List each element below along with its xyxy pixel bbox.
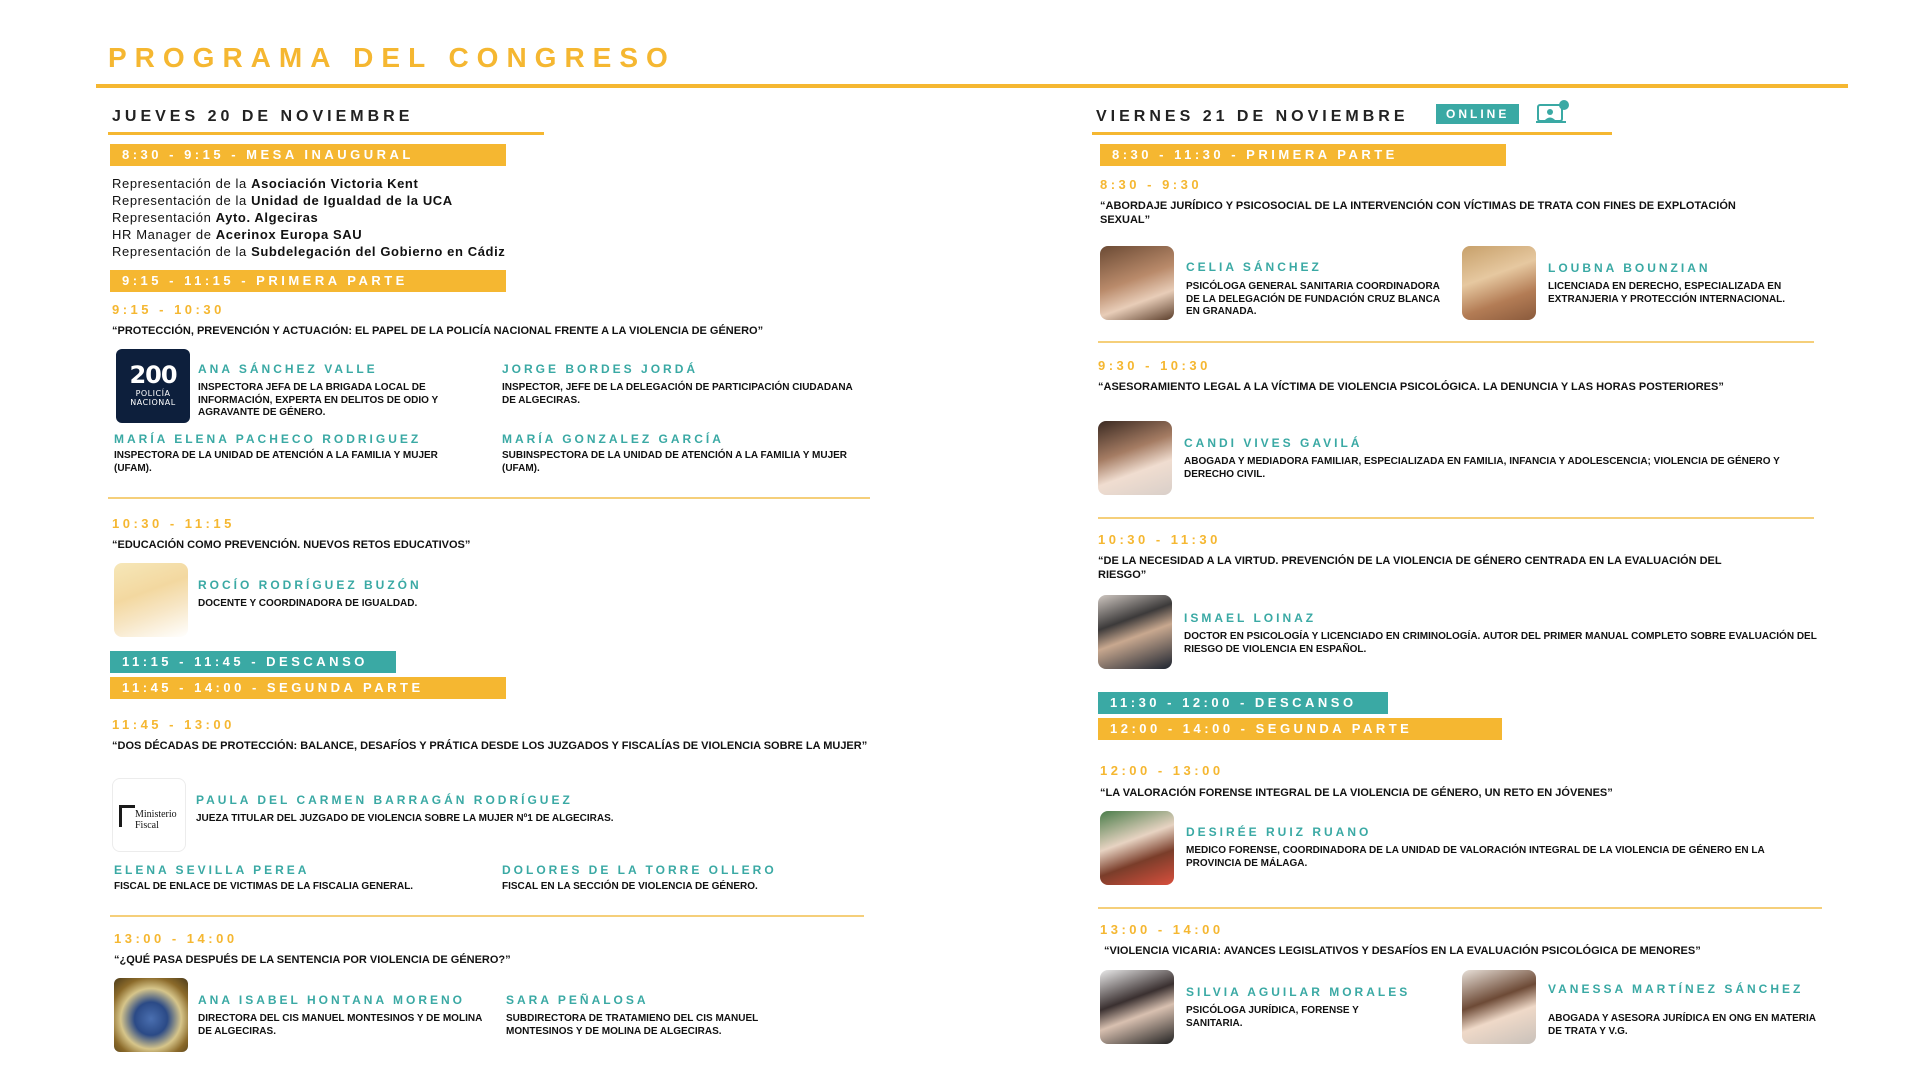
speaker-photo <box>1100 246 1174 320</box>
speaker-name: CANDI VIVES GAVILÁ <box>1184 436 1363 450</box>
session-talk-title: “¿QUÉ PASA DESPUÉS DE LA SENTENCIA POR VIOLENCIA DE GÉNERO?” <box>114 954 511 966</box>
section-divider <box>1098 907 1822 909</box>
page-title: PROGRAMA DEL CONGRESO <box>108 42 676 73</box>
section-divider <box>1098 341 1814 343</box>
speaker-role: PSICÓLOGA JURÍDICA, FORENSE Y SANITARIA. <box>1186 1005 1359 1029</box>
thursday-part1-bar: 9:15 - 11:15 - PRIMERA PARTE <box>110 270 506 292</box>
thursday-break-bar: 11:15 - 11:45 - DESCANSO <box>110 651 396 673</box>
speaker-name: ELENA SEVILLA PEREA <box>114 863 310 877</box>
representation-line: HR Manager de Acerinox Europa SAU <box>112 227 363 242</box>
speaker-role: PSICÓLOGA GENERAL SANITARIA COORDINADORA DE LA DELEGACIÓN DE FUNDACIÓN CRUZ BLANCA EN GRANADA. <box>1186 281 1440 317</box>
title-rule <box>96 84 1848 88</box>
section-divider <box>108 497 870 499</box>
speaker-photo <box>1098 421 1172 495</box>
thursday-part2-bar: 11:45 - 14:00 - SEGUNDA PARTE <box>110 677 506 699</box>
session-talk-title: “LA VALORACIÓN FORENSE INTEGRAL DE LA VIOLENCIA DE GÉNERO, UN RETO EN JÓVENES” <box>1100 787 1613 799</box>
speaker-name: CELIA SÁNCHEZ <box>1186 260 1322 274</box>
coat-of-arms-logo <box>114 978 188 1052</box>
session-talk-title: “PROTECCIÓN, PREVENCIÓN Y ACTUACIÓN: EL PAPEL DE LA POLICÍA NACIONAL FRENTE A LA VIOLENCIA DE GÉNERO” <box>112 325 764 337</box>
speaker-role: DOCENTE Y COORDINADORA DE IGUALDAD. <box>198 598 418 609</box>
speaker-role: ABOGADA Y MEDIADORA FAMILIAR, ESPECIALIZADA EN FAMILIA, INFANCIA Y ADOLESCENCIA; VIOLENCIA DE GÉNERO Y DERECHO CIVIL. <box>1184 456 1780 480</box>
session-time: 8:30 - 9:30 <box>1100 177 1203 192</box>
speaker-name: PAULA DEL CARMEN BARRAGÁN RODRÍGUEZ <box>196 793 573 807</box>
session-talk-title: “VIOLENCIA VICARIA: AVANCES LEGISLATIVOS Y DESAFÍOS EN LA EVALUACIÓN PSICOLÓGICA DE MENORES” <box>1104 945 1701 957</box>
representation-line: Representación de la Subdelegación del Gobierno en Cádiz <box>112 244 506 259</box>
speaker-role: FISCAL DE ENLACE DE VICTIMAS DE LA FISCALIA GENERAL. <box>114 881 414 892</box>
speaker-name: ROCÍO RODRÍGUEZ BUZÓN <box>198 578 422 592</box>
speaker-role: DOCTOR EN PSICOLOGÍA Y LICENCIADO EN CRIMINOLOGÍA. AUTOR DEL PRIMER MANUAL COMPLETO SOBRE EVALUACIÓN DEL RIESGO DE VIOLENCIA EN ESPAÑOL. <box>1184 631 1817 655</box>
online-badge: ONLINE <box>1436 104 1519 124</box>
session-time: 9:15 - 10:30 <box>112 302 225 317</box>
speaker-photo <box>1462 246 1536 320</box>
thursday-day-title: JUEVES 20 DE NOVIEMBRE <box>112 108 414 125</box>
speaker-role: JUEZA TITULAR DEL JUZGADO DE VIOLENCIA SOBRE LA MUJER Nº1 DE ALGECIRAS. <box>196 813 614 824</box>
speaker-role: INSPECTOR, JEFE DE LA DELEGACIÓN DE PARTICIPACIÓN CIUDADANA DE ALGECIRAS. <box>502 382 853 406</box>
speaker-name: ANA ISABEL HONTANA MORENO <box>198 993 465 1007</box>
session-time: 10:30 - 11:30 <box>1098 532 1221 547</box>
speaker-name: MARÍA ELENA PACHECO RODRIGUEZ <box>114 432 422 446</box>
friday-part1-bar: 8:30 - 11:30 - PRIMERA PARTE <box>1100 144 1506 166</box>
speaker-role: DIRECTORA DEL CIS MANUEL MONTESINOS Y DE MOLINA DE ALGECIRAS. <box>198 1013 482 1037</box>
speaker-name: JORGE BORDES JORDÁ <box>502 362 699 376</box>
session-talk-title: “DE LA NECESIDAD A LA VIRTUD. PREVENCIÓN DE LA VIOLENCIA DE GÉNERO CENTRADA EN LA EVALUACIÓN DEL RIESGO” <box>1098 555 1722 581</box>
session-talk-title: “EDUCACIÓN COMO PREVENCIÓN. NUEVOS RETOS EDUCATIVOS” <box>112 539 471 551</box>
speaker-role: SUBDIRECTORA DE TRATAMIENO DEL CIS MANUEL MONTESINOS Y DE MOLINA DE ALGECIRAS. <box>506 1013 759 1037</box>
speaker-role: ABOGADA Y ASESORA JURÍDICA EN ONG EN MATERIA DE TRATA Y V.G. <box>1548 1013 1816 1037</box>
speaker-photo <box>1100 811 1174 885</box>
friday-part2-bar: 12:00 - 14:00 - SEGUNDA PARTE <box>1098 718 1502 740</box>
representation-line: Representación Ayto. Algeciras <box>112 210 319 225</box>
speaker-photo <box>1100 970 1174 1044</box>
session-time: 12:00 - 13:00 <box>1100 763 1224 778</box>
policia-nacional-logo: 200 POLICÍA NACIONAL <box>116 349 190 423</box>
friday-day-rule <box>1092 132 1612 135</box>
speaker-name: DESIRÉE RUIZ RUANO <box>1186 825 1372 839</box>
speaker-role: MEDICO FORENSE, COORDINADORA DE LA UNIDAD DE VALORACIÓN INTEGRAL DE LA VIOLENCIA DE GÉNERO EN LA PROVINCIA DE MÁLAGA. <box>1186 845 1765 869</box>
session-time: 10:30 - 11:15 <box>112 516 235 531</box>
speaker-role: FISCAL EN LA SECCIÓN DE VIOLENCIA DE GÉNERO. <box>502 881 758 892</box>
video-conference-icon <box>1536 99 1570 125</box>
speaker-name: DOLORES DE LA TORRE OLLERO <box>502 863 777 877</box>
speaker-name: ANA SÁNCHEZ VALLE <box>198 362 378 376</box>
section-divider <box>1098 517 1814 519</box>
friday-day-title: VIERNES 21 DE NOVIEMBRE <box>1096 108 1409 125</box>
session-time: 13:00 - 14:00 <box>1100 922 1224 937</box>
session-time: 9:30 - 10:30 <box>1098 358 1211 373</box>
speaker-photo <box>114 563 188 637</box>
speaker-role: SUBINSPECTORA DE LA UNIDAD DE ATENCIÓN A LA FAMILIA Y MUJER (UFAM). <box>502 450 848 474</box>
speaker-name: VANESSA MARTÍNEZ SÁNCHEZ <box>1548 982 1804 996</box>
speaker-role: LICENCIADA EN DERECHO, ESPECIALIZADA EN EXTRANJERIA Y PROTECCIÓN INTERNACIONAL. <box>1548 281 1786 305</box>
speaker-name: SARA PEÑALOSA <box>506 993 649 1007</box>
session-time: 11:45 - 13:00 <box>112 717 235 732</box>
session-talk-title: “DOS DÉCADAS DE PROTECCIÓN: BALANCE, DESAFÍOS Y PRÁTICA DESDE LOS JUZGADOS Y FISCALÍAS DE VIOLENCIA SOBRE LA MUJER” <box>112 740 868 752</box>
representation-line: Representación de la Asociación Victoria Kent <box>112 176 419 191</box>
speaker-role: INSPECTORA JEFA DE LA BRIGADA LOCAL DE INFORMACIÓN, EXPERTA EN DELITOS DE ODIO Y AGRAVANTE DE GÉNERO. <box>198 382 439 418</box>
speaker-name: ISMAEL LOINAZ <box>1184 611 1317 625</box>
inaugural-bar: 8:30 - 9:15 - MESA INAUGURAL <box>110 144 506 166</box>
thursday-day-rule <box>108 132 544 135</box>
session-talk-title: “ASESORAMIENTO LEGAL A LA VÍCTIMA DE VIOLENCIA PSICOLÓGICA. LA DENUNCIA Y LAS HORAS POSTERIORES” <box>1098 381 1724 393</box>
friday-break-bar: 11:30 - 12:00 - DESCANSO <box>1098 692 1388 714</box>
speaker-photo <box>1462 970 1536 1044</box>
representation-line: Representación de la Unidad de Igualdad de la UCA <box>112 193 453 208</box>
speaker-role: INSPECTORA DE LA UNIDAD DE ATENCIÓN A LA FAMILIA Y MUJER (UFAM). <box>114 450 438 474</box>
speaker-name: SILVIA AGUILAR MORALES <box>1186 985 1411 999</box>
speaker-name: LOUBNA BOUNZIAN <box>1548 261 1711 275</box>
speaker-photo <box>1098 595 1172 669</box>
session-talk-title: “ABORDAJE JURÍDICO Y PSICOSOCIAL DE LA INTERVENCIÓN CON VÍCTIMAS DE TRATA CON FINES DE EXPLOTACIÓN SEXUAL” <box>1100 200 1736 226</box>
section-divider <box>110 915 864 917</box>
speaker-name: MARÍA GONZALEZ GARCÍA <box>502 432 724 446</box>
ministerio-fiscal-logo: Ministerio Fiscal <box>112 778 186 852</box>
session-time: 13:00 - 14:00 <box>114 931 238 946</box>
